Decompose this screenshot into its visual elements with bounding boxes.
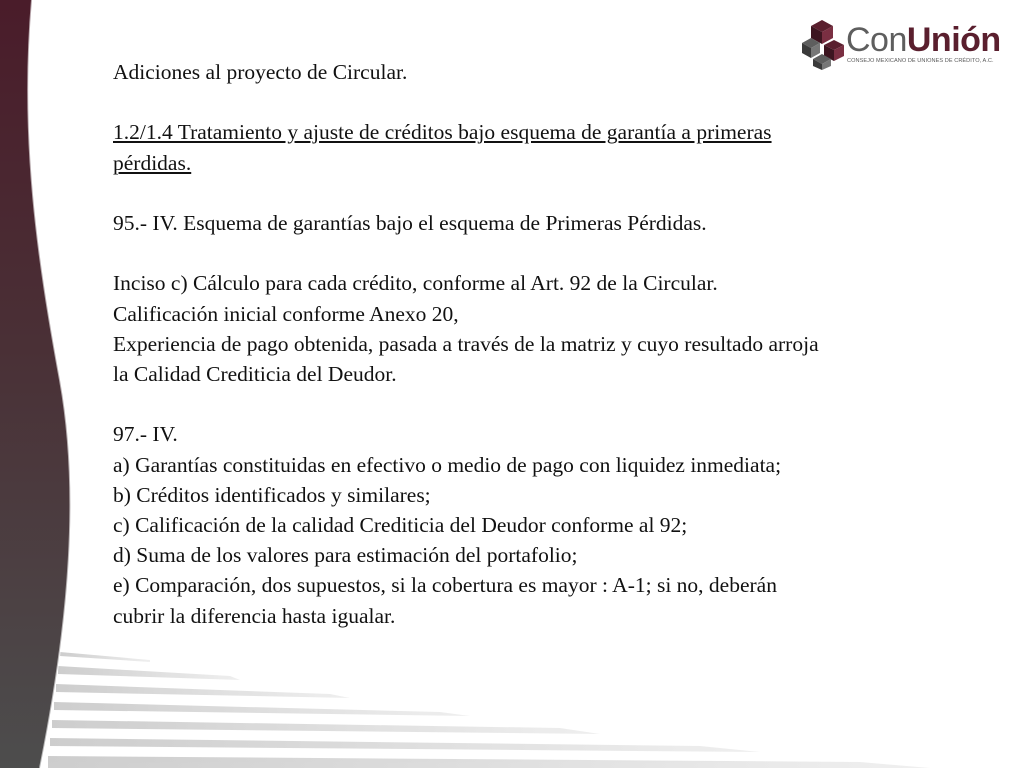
article-97-item-a: a) Garantías constituidas en efectivo o medio de pago con liquidez inmediata;: [113, 452, 782, 477]
article-97-item-b: b) Créditos identificados y similares;: [113, 482, 431, 507]
inciso-line-4: la Calidad Crediticia del Deudor.: [113, 361, 397, 386]
logo-name: [846, 20, 1001, 60]
slide-body: [113, 57, 983, 631]
spacer: [113, 178, 983, 208]
section-heading-line-1: 1.2/1.4 Tratamiento y ajuste de créditos bajo esquema de garantía a primeras: [113, 120, 772, 145]
inciso-line-2: Calificación inicial conforme Anexo 20,: [113, 301, 459, 326]
slide-title: Adiciones al proyecto de Circular.: [113, 60, 408, 84]
logo-subtitle: CONSEJO MEXICANO DE UNIONES DE CRÉDITO, A.C.: [847, 58, 994, 64]
article-97-item-d: d) Suma de los valores para estimación del portafolio;: [113, 543, 578, 568]
inciso-line-1: Inciso c) Cálculo para cada crédito, conforme al Art. 92 de la Circular.: [113, 271, 718, 296]
spacer: [113, 87, 983, 117]
logo-name-con: Con: [846, 21, 907, 59]
logo-name-union: Unión: [906, 21, 1001, 59]
article-97-item-e: e) Comparación, dos supuestos, si la cobertura es mayor : A-1; si no, deberán: [113, 573, 777, 598]
section-heading-line-2: pérdidas.: [113, 150, 192, 175]
spacer: [113, 238, 983, 268]
spacer: [113, 389, 983, 419]
inciso-line-3: Experiencia de pago obtenida, pasada a través de la matriz y cuyo resultado arroja: [113, 331, 819, 356]
article-97-item-c: c) Calificación de la calidad Crediticia del Deudor conforme al 92;: [113, 512, 688, 537]
article-95: 95.- IV. Esquema de garantías bajo el esquema de Primeras Pérdidas.: [113, 210, 707, 235]
article-97-last-line: cubrir la diferencia hasta igualar.: [113, 603, 396, 628]
article-97-heading: 97.- IV.: [113, 422, 178, 447]
bottom-stripes: [48, 652, 930, 768]
